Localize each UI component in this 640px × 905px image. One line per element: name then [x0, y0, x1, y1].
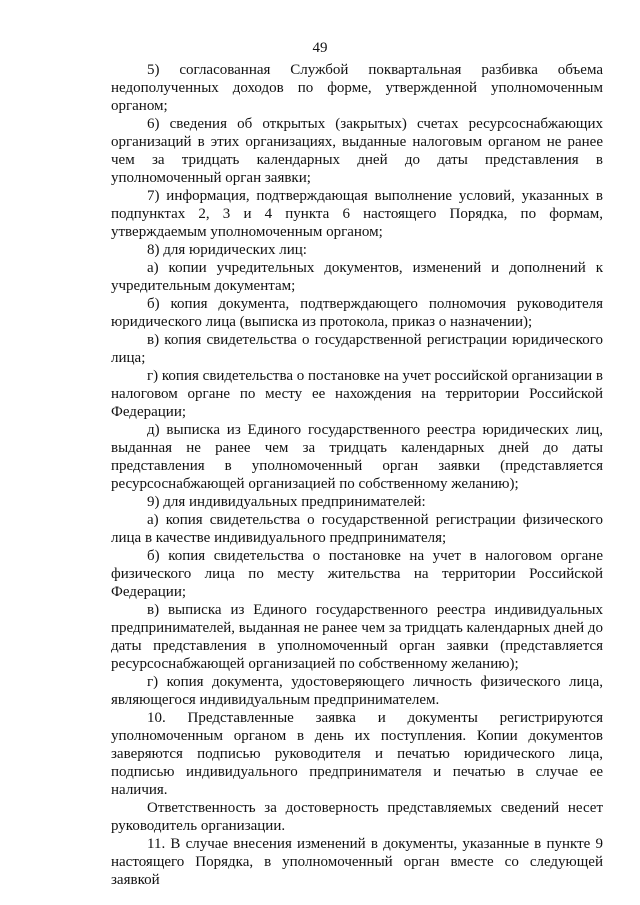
paragraph-item-9g: г) копия документа, удостоверяющего личность физического лица, являющегося индивидуальным предпринимателем. — [111, 674, 603, 708]
paragraph-item-9b: б) копия свидетельства о постановке на учет в налоговом органе физического лица по месту жительства на территории Российской Федерации; — [111, 548, 603, 600]
paragraph-item-8b: б) копия документа, подтверждающего полномочия руководителя юридического лица (выписка из протокола, приказ о назначении); — [111, 296, 603, 330]
paragraph-item-8v: в) копия свидетельства о государственной регистрации юридического лица; — [111, 332, 603, 366]
document-body — [111, 61, 603, 889]
paragraph-item-8: 8) для юридических лиц: — [147, 242, 307, 258]
paragraph-item-5: 5) согласованная Службой поквартальная разбивка объема недополученных доходов по форме, утвержденной уполномоченным органом; — [111, 62, 603, 114]
page-number: 49 — [312, 40, 328, 56]
paragraph-item-9: 9) для индивидуальных предпринимателей: — [147, 494, 426, 510]
paragraph-item-9v: в) выписка из Единого государственного реестра индивидуальных предпринимателей, выданная не ранее чем за тридцать календарных дней до даты представления в уполномоченный орган заявки (представляется ресурсоснабжающей организацией по собственному желанию); — [111, 602, 603, 672]
paragraph-item-8a: а) копии учредительных документов, изменений и дополнений к учредительным документам; — [111, 260, 603, 294]
paragraph-point-10: 10. Представленные заявка и документы регистрируются уполномоченным органом в день их поступления. Копии документов заверяются подписью руководителя и печатью юридического лица, подписью индивидуального предпринимателя и печатью в случае ее наличия. — [111, 710, 603, 798]
paragraph-item-8g: г) копия свидетельства о постановке на учет российской организации в налоговом органе по месту ее нахождения на территории Российской Федерации; — [111, 368, 603, 420]
paragraph-responsibility: Ответственность за достоверность представляемых сведений несет руководитель организации. — [111, 800, 603, 834]
paragraph-item-7: 7) информация, подтверждающая выполнение условий, указанных в подпунктах 2, 3 и 4 пункта 6 настоящего Порядка, по формам, утверждаемым уполномоченным органом; — [111, 188, 603, 240]
paragraph-item-6: 6) сведения об открытых (закрытых) счетах ресурсоснабжающих организаций в этих организациях, выданные налоговым органом не ранее чем за тридцать календарных дней до даты представления в уполномоченный орган заявки; — [111, 116, 603, 186]
paragraph-point-11: 11. В случае внесения изменений в документы, указанные в пункте 9 настоящего Порядка, в уполномоченный орган вместе со следующей заявкой — [111, 836, 603, 888]
paragraph-item-9a: а) копия свидетельства о государственной регистрации физического лица в качестве индивидуального предпринимателя; — [111, 512, 603, 546]
paragraph-item-8d: д) выписка из Единого государственного реестра юридических лиц, выданная не ранее чем за тридцать календарных дней до даты представления в уполномоченный орган заявки (представляется ресурсоснабжающей организацией по собственному желанию); — [111, 422, 603, 492]
